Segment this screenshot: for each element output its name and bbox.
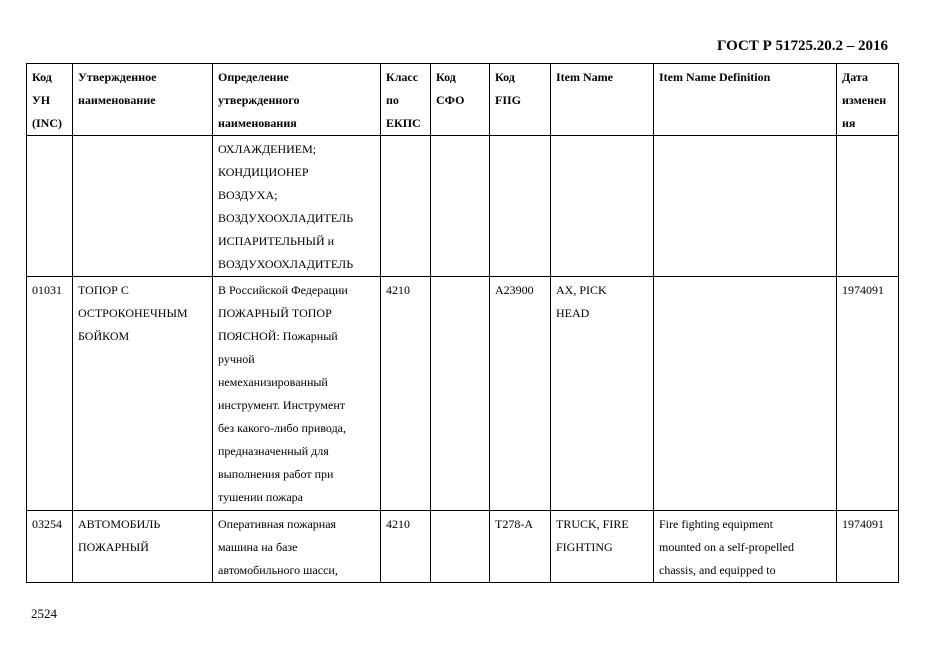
cell-item-name-definition <box>654 277 837 511</box>
cell-inc-code: 01031 <box>27 277 73 511</box>
cell-fiig-code: A23900 <box>490 277 551 511</box>
cell-change-date <box>837 136 899 277</box>
cell-inc-code <box>27 136 73 277</box>
table-row <box>27 511 899 583</box>
cell-approved-name: ТОПОР С ОСТРОКОНЕЧНЫМ БОЙКОМ <box>73 277 213 511</box>
header-name-definition: Определение утвержденного наименования <box>213 64 381 136</box>
classification-table <box>26 63 899 583</box>
cell-sfo-code <box>431 277 490 511</box>
header-item-name: Item Name <box>551 64 654 136</box>
cell-ekps-class: 4210 <box>381 277 431 511</box>
cell-ekps-class <box>381 136 431 277</box>
header-fiig-code: Код FIIG <box>490 64 551 136</box>
cell-item-name <box>551 136 654 277</box>
cell-fiig-code: T278-A <box>490 511 551 583</box>
cell-change-date: 1974091 <box>837 277 899 511</box>
cell-fiig-code <box>490 136 551 277</box>
page-number: 2524 <box>31 606 57 621</box>
cell-inc-code: 03254 <box>27 511 73 583</box>
header-sfo-code: Код СФО <box>431 64 490 136</box>
cell-item-name: TRUCK, FIRE FIGHTING <box>551 511 654 583</box>
cell-item-name-definition: Fire fighting equipment mounted on a self-propelled chassis, and equipped to <box>654 511 837 583</box>
cell-sfo-code <box>431 511 490 583</box>
header-item-name-definition: Item Name Definition <box>654 64 837 136</box>
document-standard-number: ГОСТ Р 51725.20.2 – 2016 <box>716 38 888 54</box>
cell-item-name-definition <box>654 136 837 277</box>
header-inc-code: Код УН (INC) <box>27 64 73 136</box>
table-row <box>27 277 899 511</box>
cell-sfo-code <box>431 136 490 277</box>
header-ekps-class: Класс по ЕКПС <box>381 64 431 136</box>
header-approved-name: Утвержденное наименование <box>73 64 213 136</box>
cell-item-name: AX, PICK HEAD <box>551 277 654 511</box>
table-header-row <box>27 64 899 136</box>
table-row <box>27 136 899 277</box>
cell-approved-name <box>73 136 213 277</box>
cell-name-definition: Оперативная пожарная машина на базе автомобильного шасси, <box>213 511 381 583</box>
cell-name-definition: ОХЛАЖДЕНИЕМ; КОНДИЦИОНЕР ВОЗДУХА; ВОЗДУХООХЛАДИТЕЛЬ ИСПАРИТЕЛЬНЫЙ и ВОЗДУХООХЛАДИТЕЛЬ <box>213 136 381 277</box>
cell-name-definition: В Российской Федерации ПОЖАРНЫЙ ТОПОР ПОЯСНОЙ: Пожарный ручной немеханизированный инструмент. Инструмент без какого-либо привода, предназначенный для выполнения работ при тушении пожара <box>213 277 381 511</box>
cell-ekps-class: 4210 <box>381 511 431 583</box>
cell-approved-name: АВТОМОБИЛЬ ПОЖАРНЫЙ <box>73 511 213 583</box>
header-change-date: Дата изменен ия <box>837 64 899 136</box>
cell-change-date: 1974091 <box>837 511 899 583</box>
